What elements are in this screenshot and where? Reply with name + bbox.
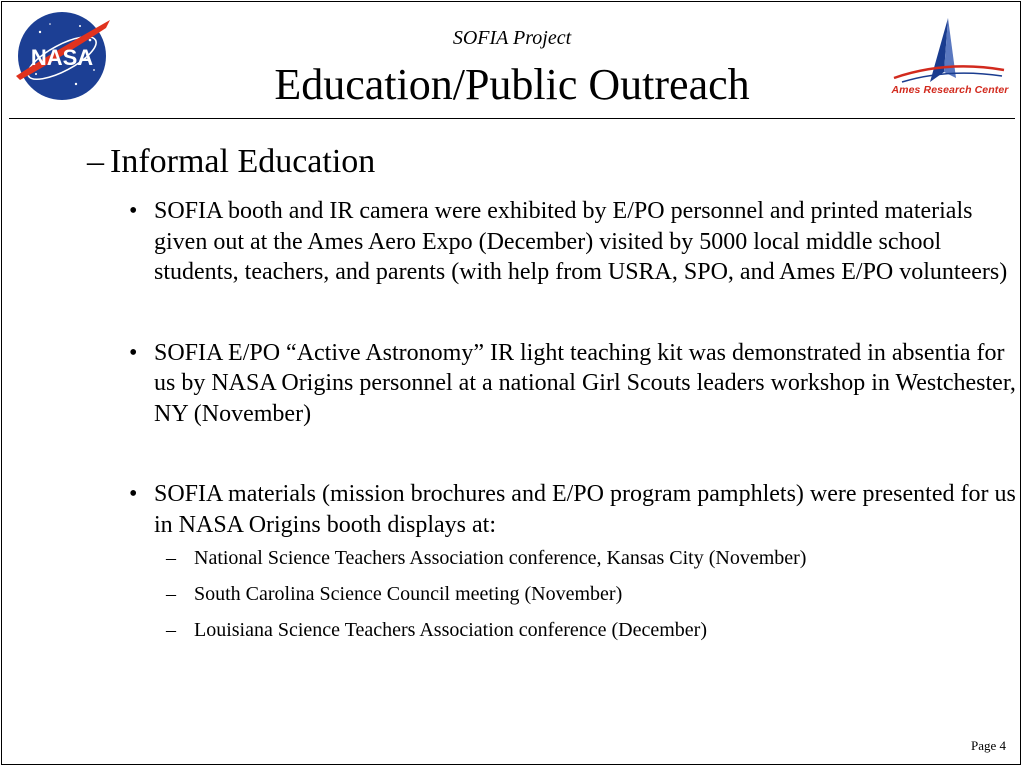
sub-item-text: National Science Teachers Association conference, Kansas City (November) <box>194 547 807 569</box>
sub-item-text: Louisiana Science Teachers Association conference (December) <box>194 619 707 641</box>
sub-item-text: South Carolina Science Council meeting (November) <box>194 583 623 605</box>
bullet-text: SOFIA booth and IR camera were exhibited by E/PO personnel and printed materials given out at the Ames Aero Expo (December) visited by 5000 local middle school students, teachers, and parents (with help from USRA, SPO, and Ames E/PO volunteers) <box>154 198 1008 285</box>
slide-content <box>87 140 1017 648</box>
section-heading <box>87 140 1017 184</box>
bullet-text: SOFIA E/PO “Active Astronomy” IR light teaching kit was demonstrated in absentia for us by NASA Origins personnel at a national Girl Scouts leaders workshop in Westchester, NY (November) <box>154 339 1016 427</box>
list-item <box>129 479 1017 540</box>
list-item <box>129 338 1017 430</box>
page-number: Page 4 <box>970 738 1006 753</box>
sub-list-item <box>166 612 1017 648</box>
nasa-wordmark: NASA <box>30 45 94 70</box>
sub-marker: – <box>166 619 176 641</box>
header-divider <box>9 118 1015 119</box>
bullet-marker: • <box>129 481 138 507</box>
sub-list-item <box>166 576 1017 612</box>
bullet-marker: • <box>129 339 138 366</box>
bullet-marker: • <box>129 198 138 224</box>
slide-title: Education/Public Outreach <box>274 60 750 109</box>
heading-dash: – <box>87 143 104 180</box>
project-subtitle: SOFIA Project <box>452 27 572 49</box>
sub-list-item <box>166 540 1017 576</box>
sub-marker: – <box>166 547 176 569</box>
list-item <box>129 196 1017 288</box>
heading-text: Informal Education <box>110 143 376 180</box>
sub-marker: – <box>166 583 176 605</box>
bullet-text: SOFIA materials (mission brochures and E/PO program pamphlets) were presented for us in NASA Origins booth displays at: <box>154 481 1016 538</box>
ames-logo-label: Ames Research Center <box>891 84 1009 96</box>
